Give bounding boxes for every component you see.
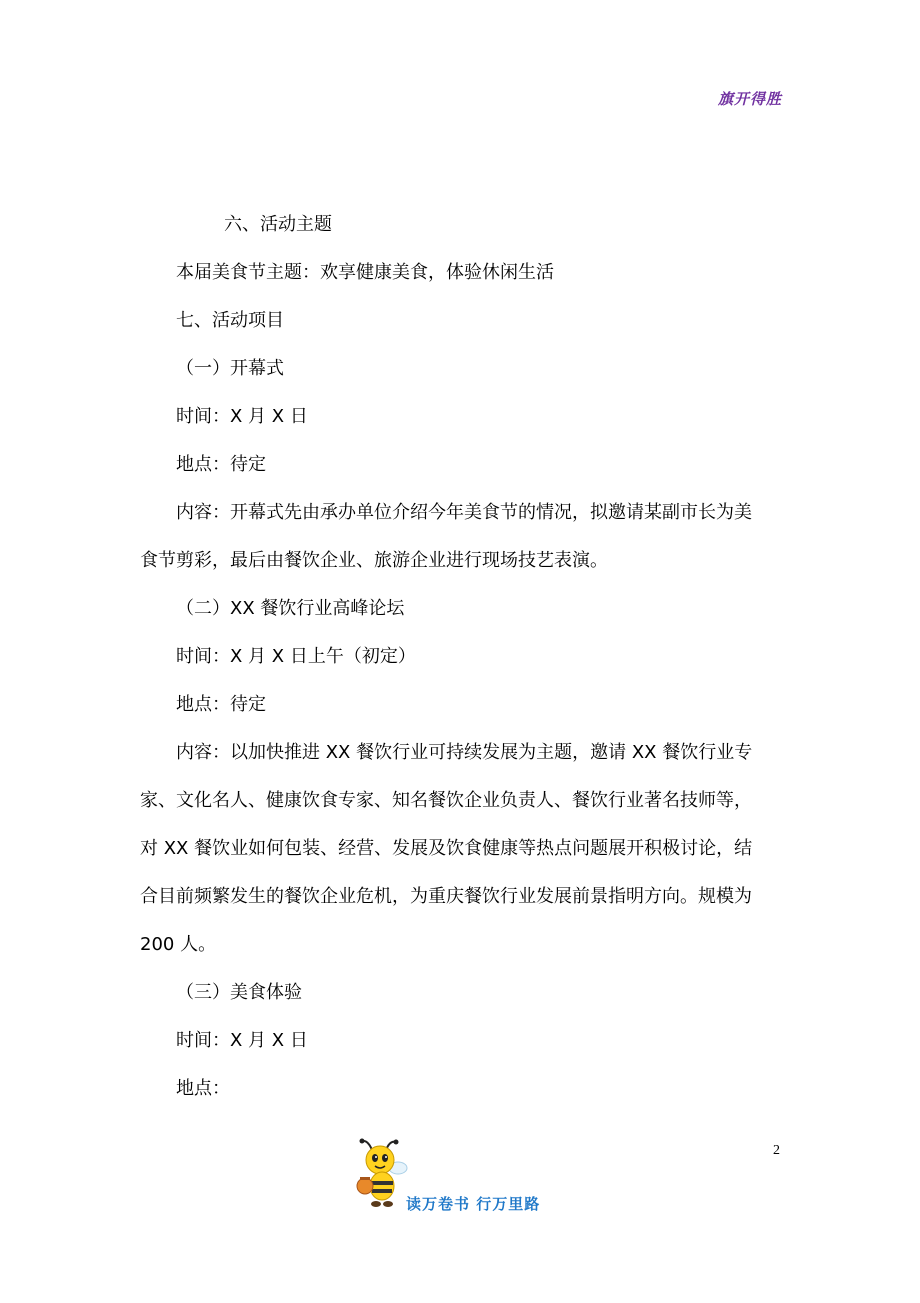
page-number: 2 (773, 1143, 780, 1158)
paragraph-line: 地点：待定 (176, 694, 266, 715)
paragraph-line: 200 人。 (140, 934, 217, 955)
footer-slogan: 读万卷书 行万里路 (406, 1195, 541, 1213)
paragraph-line: 时间：X 月 X 日 (176, 406, 308, 427)
paragraph-line: 合目前频繁发生的餐饮企业危机，为重庆餐饮行业发展前景指明方向。规模为 (140, 886, 752, 907)
paragraph-line: 内容：开幕式先由承办单位介绍今年美食节的情况，拟邀请某副市长为美 (176, 502, 752, 523)
paragraph-line: 对 XX 餐饮业如何包装、经营、发展及饮食健康等热点问题展开积极讨论，结 (140, 838, 753, 859)
paragraph-line: 时间：X 月 X 日上午（初定） (176, 646, 416, 667)
section-heading-projects: 七、活动项目 (176, 310, 284, 331)
bee-mascot-icon (352, 1138, 408, 1210)
paragraph-line: 本届美食节主题：欢享健康美食，体验休闲生活 (176, 262, 554, 283)
section-heading-theme: 六、活动主题 (224, 214, 332, 235)
subsection-heading: （二）XX 餐饮行业高峰论坛 (176, 598, 405, 619)
paragraph-line: 家、文化名人、健康饮食专家、知名餐饮企业负责人、餐饮行业著名技师等， (140, 790, 752, 811)
subsection-heading: （一）开幕式 (176, 358, 284, 379)
paragraph-line: 食节剪彩，最后由餐饮企业、旅游企业进行现场技艺表演。 (140, 550, 608, 571)
paragraph-line: 内容：以加快推进 XX 餐饮行业可持续发展为主题，邀请 XX 餐饮行业专 (176, 742, 753, 763)
paragraph-line: 地点：待定 (176, 454, 266, 475)
paragraph-line: 时间：X 月 X 日 (176, 1030, 308, 1051)
header-motto: 旗开得胜 (718, 90, 783, 108)
paragraph-line: 地点： (176, 1078, 230, 1099)
subsection-heading: （三）美食体验 (176, 982, 302, 1003)
